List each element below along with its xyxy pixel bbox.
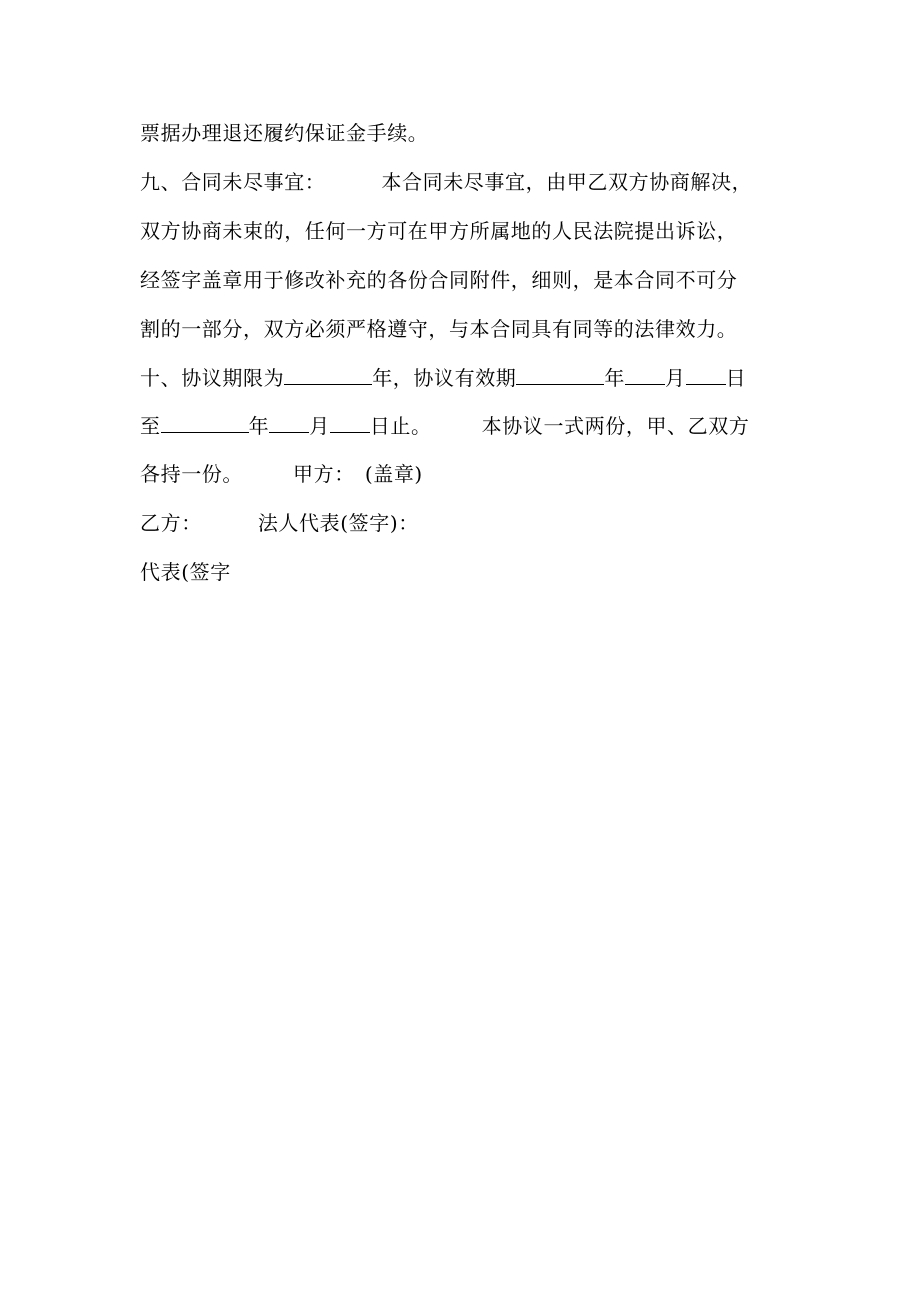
clause-9-heading: 九、合同未尽事宜： — [140, 170, 326, 194]
clause-10-line — [140, 366, 746, 390]
blank-end-year — [161, 414, 249, 433]
paragraph-line-1: 票据办理退还履约保证金手续。 — [140, 121, 429, 145]
paragraph-line-4: 经签字盖章用于修改补充的各份合同附件，细则，是本合同不可分 — [140, 268, 738, 292]
blank-end-month — [269, 414, 309, 433]
clause-10-text-4: 月 — [665, 366, 686, 390]
clause-10-cont-text-3: 月 — [309, 414, 330, 438]
clause-10-cont-text-1: 至 — [140, 414, 161, 438]
blank-term-years — [284, 366, 372, 385]
blank-start-year — [516, 366, 604, 385]
paragraph-line-3: 双方协商未束的，任何一方可在甲方所属地的人民法院提出诉讼， — [140, 219, 738, 243]
rep-signature-line: 代表(签字 — [140, 560, 231, 584]
paragraph-line-5: 割的一部分，双方必须严格遵守，与本合同具有同等的法律效力。 — [140, 317, 738, 341]
clause-10-text-2: 年，协议有效期 — [372, 366, 517, 390]
blank-start-day — [686, 366, 726, 385]
clause-10-cont-text-5: 本协议一式两份，甲、乙双方 — [481, 414, 750, 438]
legal-rep-label: 法人代表(签字)： — [257, 511, 419, 535]
clause-10-text-3: 年 — [604, 366, 626, 390]
copies-line — [140, 462, 423, 486]
party-b-label: 乙方： — [140, 511, 202, 535]
clause-9-line — [140, 170, 752, 194]
clause-10-cont-text-4: 日止。 — [369, 414, 432, 438]
blank-start-month — [625, 366, 665, 385]
clause-9-body: 本合同未尽事宜，由甲乙双方协商解决， — [381, 170, 753, 194]
party-b-line — [140, 511, 419, 535]
clause-10-cont-text-2: 年 — [248, 414, 270, 438]
party-a-label: 甲方： — [293, 462, 355, 486]
party-a-seal: (盖章) — [364, 462, 423, 486]
copies-text: 各持一份。 — [140, 462, 243, 486]
clause-10-text-5: 日 — [725, 366, 747, 390]
clause-10-text-1: 十、协议期限为 — [140, 366, 285, 390]
blank-end-day — [330, 414, 370, 433]
clause-10-continuation-line — [140, 414, 749, 438]
